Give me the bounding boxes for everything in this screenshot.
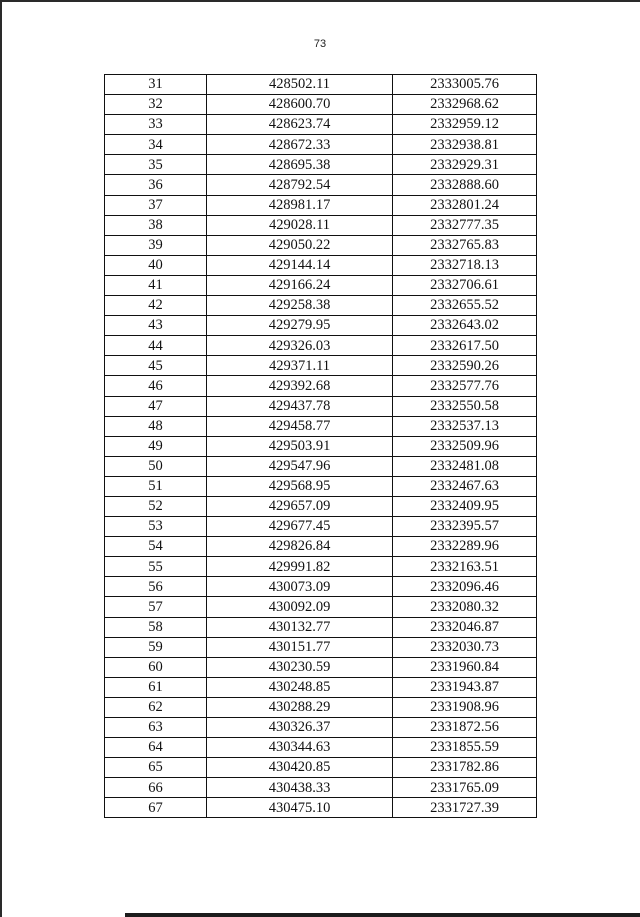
coordinates-table-body: [105, 75, 537, 818]
y-coordinate-cell: 2332765.83: [393, 235, 537, 255]
point-number-cell: 45: [105, 356, 207, 376]
point-number-cell: 37: [105, 195, 207, 215]
y-coordinate-cell: 2332537.13: [393, 416, 537, 436]
point-number-cell: 31: [105, 75, 207, 95]
point-number-cell: 48: [105, 416, 207, 436]
y-coordinate-cell: 2331960.84: [393, 657, 537, 677]
y-coordinate-cell: 2332643.02: [393, 316, 537, 336]
y-coordinate-cell: 2332959.12: [393, 115, 537, 135]
point-number-cell: 66: [105, 778, 207, 798]
point-number-cell: 59: [105, 637, 207, 657]
y-coordinate-cell: 2332550.58: [393, 396, 537, 416]
point-number-cell: 51: [105, 476, 207, 496]
point-number-cell: 52: [105, 496, 207, 516]
table-row: [105, 718, 537, 738]
y-coordinate-cell: 2331727.39: [393, 798, 537, 818]
table-row: [105, 738, 537, 758]
y-coordinate-cell: 2332030.73: [393, 637, 537, 657]
table-row: [105, 316, 537, 336]
x-coordinate-cell: 430344.63: [207, 738, 393, 758]
table-row: [105, 597, 537, 617]
x-coordinate-cell: 429050.22: [207, 235, 393, 255]
table-row: [105, 416, 537, 436]
table-row: [105, 577, 537, 597]
point-number-cell: 55: [105, 557, 207, 577]
page-number: 73: [313, 38, 327, 50]
point-number-cell: 46: [105, 376, 207, 396]
table-row: [105, 657, 537, 677]
y-coordinate-cell: 2332046.87: [393, 617, 537, 637]
table-row: [105, 75, 537, 95]
y-coordinate-cell: 2332938.81: [393, 135, 537, 155]
table-row: [105, 135, 537, 155]
table-row: [105, 436, 537, 456]
y-coordinate-cell: 2333005.76: [393, 75, 537, 95]
table-row: [105, 336, 537, 356]
coordinates-table: [104, 74, 537, 818]
point-number-cell: 57: [105, 597, 207, 617]
point-number-cell: 50: [105, 456, 207, 476]
table-row: [105, 637, 537, 657]
x-coordinate-cell: 429677.45: [207, 517, 393, 537]
y-coordinate-cell: 2332718.13: [393, 255, 537, 275]
x-coordinate-cell: 429371.11: [207, 356, 393, 376]
x-coordinate-cell: 428981.17: [207, 195, 393, 215]
point-number-cell: 35: [105, 155, 207, 175]
point-number-cell: 60: [105, 657, 207, 677]
point-number-cell: 67: [105, 798, 207, 818]
table-row: [105, 376, 537, 396]
y-coordinate-cell: 2332467.63: [393, 476, 537, 496]
x-coordinate-cell: 429392.68: [207, 376, 393, 396]
y-coordinate-cell: 2332617.50: [393, 336, 537, 356]
point-number-cell: 44: [105, 336, 207, 356]
x-coordinate-cell: 428792.54: [207, 175, 393, 195]
x-coordinate-cell: 429258.38: [207, 296, 393, 316]
table-row: [105, 356, 537, 376]
table-row: [105, 537, 537, 557]
y-coordinate-cell: 2331765.09: [393, 778, 537, 798]
point-number-cell: 63: [105, 718, 207, 738]
y-coordinate-cell: 2332096.46: [393, 577, 537, 597]
point-number-cell: 56: [105, 577, 207, 597]
y-coordinate-cell: 2332509.96: [393, 436, 537, 456]
x-coordinate-cell: 430248.85: [207, 677, 393, 697]
point-number-cell: 61: [105, 677, 207, 697]
y-coordinate-cell: 2331943.87: [393, 677, 537, 697]
x-coordinate-cell: 429437.78: [207, 396, 393, 416]
table-row: [105, 215, 537, 235]
table-row: [105, 496, 537, 516]
table-row: [105, 235, 537, 255]
y-coordinate-cell: 2331908.96: [393, 697, 537, 717]
table-row: [105, 95, 537, 115]
y-coordinate-cell: 2332706.61: [393, 275, 537, 295]
x-coordinate-cell: 430092.09: [207, 597, 393, 617]
x-coordinate-cell: 429166.24: [207, 275, 393, 295]
y-coordinate-cell: 2332655.52: [393, 296, 537, 316]
point-number-cell: 32: [105, 95, 207, 115]
point-number-cell: 62: [105, 697, 207, 717]
table-row: [105, 155, 537, 175]
table-row: [105, 758, 537, 778]
x-coordinate-cell: 429547.96: [207, 456, 393, 476]
y-coordinate-cell: 2332577.76: [393, 376, 537, 396]
table-row: [105, 175, 537, 195]
y-coordinate-cell: 2332888.60: [393, 175, 537, 195]
scan-edge-top: [0, 0, 640, 2]
x-coordinate-cell: 429568.95: [207, 476, 393, 496]
x-coordinate-cell: 430132.77: [207, 617, 393, 637]
x-coordinate-cell: 430420.85: [207, 758, 393, 778]
scan-edge-bottom: [125, 913, 640, 917]
point-number-cell: 40: [105, 255, 207, 275]
point-number-cell: 34: [105, 135, 207, 155]
y-coordinate-cell: 2332289.96: [393, 537, 537, 557]
table-row: [105, 456, 537, 476]
table-row: [105, 677, 537, 697]
x-coordinate-cell: 429279.95: [207, 316, 393, 336]
table-row: [105, 557, 537, 577]
y-coordinate-cell: 2331855.59: [393, 738, 537, 758]
table-row: [105, 476, 537, 496]
table-row: [105, 396, 537, 416]
x-coordinate-cell: 429657.09: [207, 496, 393, 516]
x-coordinate-cell: 429144.14: [207, 255, 393, 275]
x-coordinate-cell: 429826.84: [207, 537, 393, 557]
point-number-cell: 49: [105, 436, 207, 456]
y-coordinate-cell: 2332590.26: [393, 356, 537, 376]
y-coordinate-cell: 2332481.08: [393, 456, 537, 476]
point-number-cell: 36: [105, 175, 207, 195]
x-coordinate-cell: 428502.11: [207, 75, 393, 95]
x-coordinate-cell: 428623.74: [207, 115, 393, 135]
table-row: [105, 115, 537, 135]
table-row: [105, 255, 537, 275]
y-coordinate-cell: 2332395.57: [393, 517, 537, 537]
y-coordinate-cell: 2331782.86: [393, 758, 537, 778]
y-coordinate-cell: 2332777.35: [393, 215, 537, 235]
y-coordinate-cell: 2332801.24: [393, 195, 537, 215]
table-row: [105, 798, 537, 818]
point-number-cell: 54: [105, 537, 207, 557]
x-coordinate-cell: 429991.82: [207, 557, 393, 577]
table-row: [105, 195, 537, 215]
x-coordinate-cell: 430230.59: [207, 657, 393, 677]
point-number-cell: 33: [105, 115, 207, 135]
point-number-cell: 64: [105, 738, 207, 758]
table-row: [105, 296, 537, 316]
x-coordinate-cell: 430073.09: [207, 577, 393, 597]
x-coordinate-cell: 430475.10: [207, 798, 393, 818]
point-number-cell: 65: [105, 758, 207, 778]
x-coordinate-cell: 428695.38: [207, 155, 393, 175]
point-number-cell: 53: [105, 517, 207, 537]
table-row: [105, 697, 537, 717]
x-coordinate-cell: 428672.33: [207, 135, 393, 155]
x-coordinate-cell: 430438.33: [207, 778, 393, 798]
x-coordinate-cell: 429028.11: [207, 215, 393, 235]
point-number-cell: 42: [105, 296, 207, 316]
x-coordinate-cell: 430151.77: [207, 637, 393, 657]
scan-edge-left: [0, 0, 2, 917]
x-coordinate-cell: 430288.29: [207, 697, 393, 717]
point-number-cell: 58: [105, 617, 207, 637]
y-coordinate-cell: 2332409.95: [393, 496, 537, 516]
point-number-cell: 43: [105, 316, 207, 336]
point-number-cell: 41: [105, 275, 207, 295]
x-coordinate-cell: 429458.77: [207, 416, 393, 436]
y-coordinate-cell: 2332968.62: [393, 95, 537, 115]
x-coordinate-cell: 430326.37: [207, 718, 393, 738]
y-coordinate-cell: 2332163.51: [393, 557, 537, 577]
point-number-cell: 39: [105, 235, 207, 255]
y-coordinate-cell: 2331872.56: [393, 718, 537, 738]
table-row: [105, 617, 537, 637]
table-row: [105, 778, 537, 798]
y-coordinate-cell: 2332080.32: [393, 597, 537, 617]
x-coordinate-cell: 429326.03: [207, 336, 393, 356]
table-row: [105, 517, 537, 537]
point-number-cell: 47: [105, 396, 207, 416]
x-coordinate-cell: 428600.70: [207, 95, 393, 115]
table-row: [105, 275, 537, 295]
y-coordinate-cell: 2332929.31: [393, 155, 537, 175]
point-number-cell: 38: [105, 215, 207, 235]
x-coordinate-cell: 429503.91: [207, 436, 393, 456]
